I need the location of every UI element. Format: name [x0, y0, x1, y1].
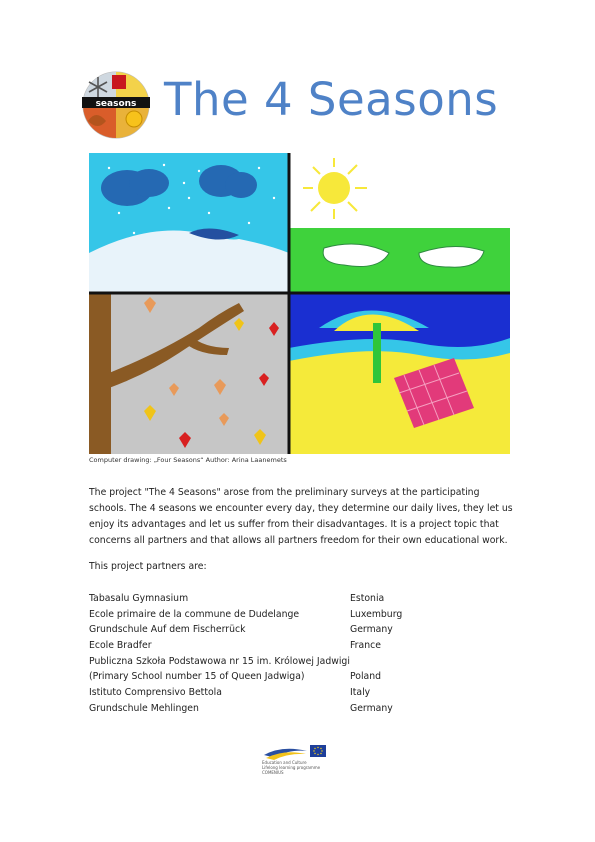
partner-country: Italy — [350, 687, 371, 699]
partner-row — [89, 593, 509, 609]
partner-name: Tabasalu Gymnasium — [89, 593, 189, 604]
four-seasons-drawing — [89, 153, 510, 454]
partner-name: Publiczna Szkoła Podstawowa nr 15 im. Królowej Jadwigi — [89, 655, 350, 667]
partner-row — [89, 624, 509, 640]
partner-name: (Primary School number 15 of Queen Jadwiga) — [89, 671, 305, 683]
partners-heading: This project partners are: — [89, 561, 207, 572]
logo-text: seasons — [95, 99, 137, 109]
autumn-panel — [89, 293, 289, 454]
partner-name: Ecole Bradfer — [89, 640, 152, 652]
winter-panel — [89, 153, 289, 293]
beach-panel — [289, 293, 510, 454]
partner-row — [89, 656, 509, 672]
partner-row — [89, 687, 509, 703]
partner-row — [89, 671, 509, 687]
seasons-logo — [76, 69, 156, 139]
eu-flag-icon — [310, 745, 326, 757]
partner-name: Ecole primaire de la commune de Dudelange — [89, 608, 300, 620]
eu-line-1: Education and Culture — [262, 760, 307, 765]
summer-panel — [289, 153, 510, 293]
sun-icon — [126, 111, 142, 127]
partners-list — [89, 593, 509, 719]
logo-red-square — [112, 75, 126, 89]
partner-country: France — [350, 640, 381, 652]
eu-line-3: COMENIUS — [262, 770, 284, 775]
page-title: The 4 Seasons — [164, 73, 499, 126]
partner-country: Estonia — [350, 593, 385, 604]
partner-country: Germany — [350, 624, 393, 636]
drawing-caption: Computer drawing: „Four Seasons“ Author: Arina Laanemets — [89, 456, 287, 464]
partner-name: Istituto Comprensivo Bettola — [89, 687, 222, 699]
partner-country: Germany — [350, 702, 393, 714]
partner-row — [89, 703, 509, 719]
intro-paragraph: The project "The 4 Seasons" arose from the preliminary surveys at the participating schools. The 4 seasons we encounter every day, they determine our daily lives, they let us enjoy its advantages and let us suffer from their disadvantages. It is a project topic that concerns all partners and that allows all partners freedom for their own educational work. — [89, 487, 513, 546]
partner-row — [89, 609, 509, 625]
partner-country: Luxemburg — [350, 608, 403, 620]
partner-row — [89, 640, 509, 656]
eu-line-2: Lifelong learning programme — [262, 765, 321, 770]
partner-name: Grundschule Auf dem Fischerrück — [89, 624, 246, 636]
partner-country: Poland — [350, 671, 382, 683]
partner-name: Grundschule Mehlingen — [89, 702, 199, 714]
eu-programme-text — [262, 760, 342, 775]
